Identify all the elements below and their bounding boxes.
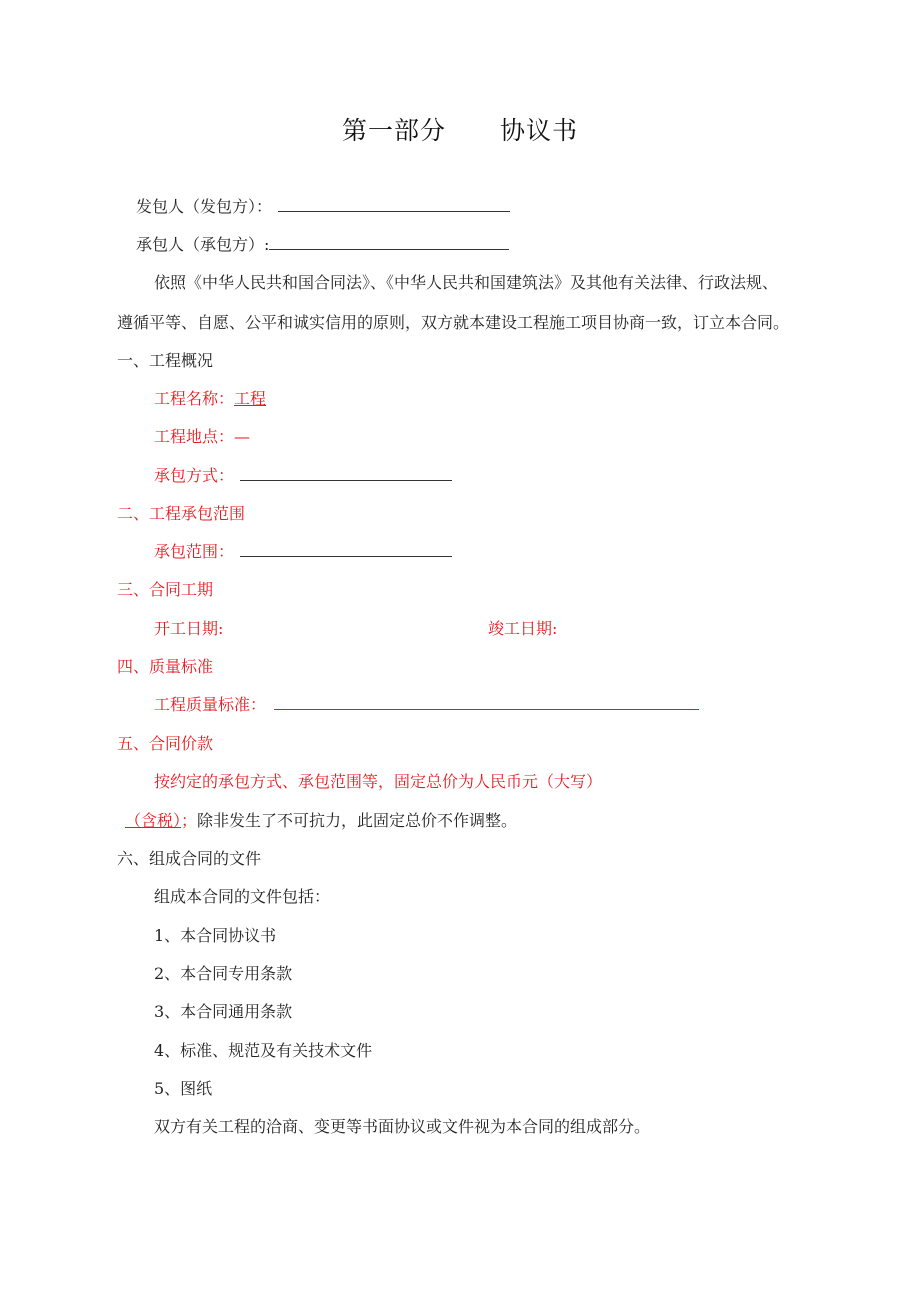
- contract-method-label: 承包方式：: [154, 466, 235, 485]
- document-item: 2、本合同专用条款: [154, 964, 293, 983]
- price-line-2: [125, 810, 517, 832]
- contractor-line: [136, 234, 509, 256]
- document-item: 1、本合同协议书: [154, 926, 277, 945]
- quality-standard-blank[interactable]: [274, 695, 699, 710]
- intro-line-2: 遵循平等、自愿、公平和诚实信用的原则，双方就本建设工程施工项目协商一致，订立本合同。: [117, 313, 790, 332]
- project-name-line: [154, 388, 266, 410]
- section3-heading: 三、合同工期: [117, 580, 214, 599]
- contract-scope-label: 承包范围：: [154, 542, 235, 561]
- section5-heading: 五、合同价款: [117, 734, 214, 753]
- contract-scope-blank[interactable]: [240, 542, 452, 557]
- employer-blank[interactable]: [278, 197, 510, 212]
- document-item: 4、标准、规范及有关技术文件: [154, 1041, 373, 1060]
- contract-method-blank[interactable]: [240, 466, 452, 481]
- documents-closing: 双方有关工程的洽商、变更等书面协议或文件视为本合同的组成部分。: [154, 1117, 651, 1136]
- page-title: [0, 114, 920, 148]
- employer-label: 发包人（发包方）：: [136, 197, 273, 216]
- project-location-value: —: [234, 427, 251, 446]
- section6-heading: 六、组成合同的文件: [117, 849, 262, 868]
- document-item: 3、本合同通用条款: [154, 1002, 293, 1021]
- contractor-label: 承包人（承包方）:: [136, 235, 270, 254]
- tax-note: （含税）: [125, 811, 182, 830]
- project-name-value: 工程: [234, 389, 267, 408]
- intro-line-1: 依照《中华人民共和国合同法》、《中华人民共和国建筑法》及其他有关法律、行政法规、: [154, 273, 779, 292]
- section1-heading: 一、工程概况: [117, 351, 214, 370]
- quality-standard-label: 工程质量标准：: [154, 695, 267, 714]
- section4-heading: 四、质量标准: [117, 657, 214, 676]
- price-line-1: 按约定的承包方式、承包范围等，固定总价为人民币元（大写）: [154, 772, 603, 791]
- title-part: 第一部分: [341, 116, 446, 145]
- contractor-blank[interactable]: [269, 235, 509, 250]
- end-date-label: 竣工日期:: [488, 619, 558, 638]
- project-location-label: 工程地点：: [154, 427, 235, 446]
- price-separator: ；: [181, 811, 198, 830]
- project-name-label: 工程名称：: [154, 389, 235, 408]
- document-item: 5、图纸: [154, 1079, 213, 1098]
- contract-method-line: [154, 465, 452, 487]
- project-location-line: [154, 426, 250, 448]
- employer-line: [136, 196, 510, 218]
- documents-intro: 组成本合同的文件包括：: [154, 887, 331, 906]
- contract-scope-line: [154, 541, 452, 563]
- quality-standard-line: [154, 694, 699, 716]
- start-date-label: 开工日期:: [154, 619, 224, 638]
- title-name: 协议书: [500, 116, 579, 145]
- section2-heading: 二、工程承包范围: [117, 504, 246, 523]
- price-line-2-rest: 除非发生了不可抗力，此固定总价不作调整。: [197, 811, 518, 830]
